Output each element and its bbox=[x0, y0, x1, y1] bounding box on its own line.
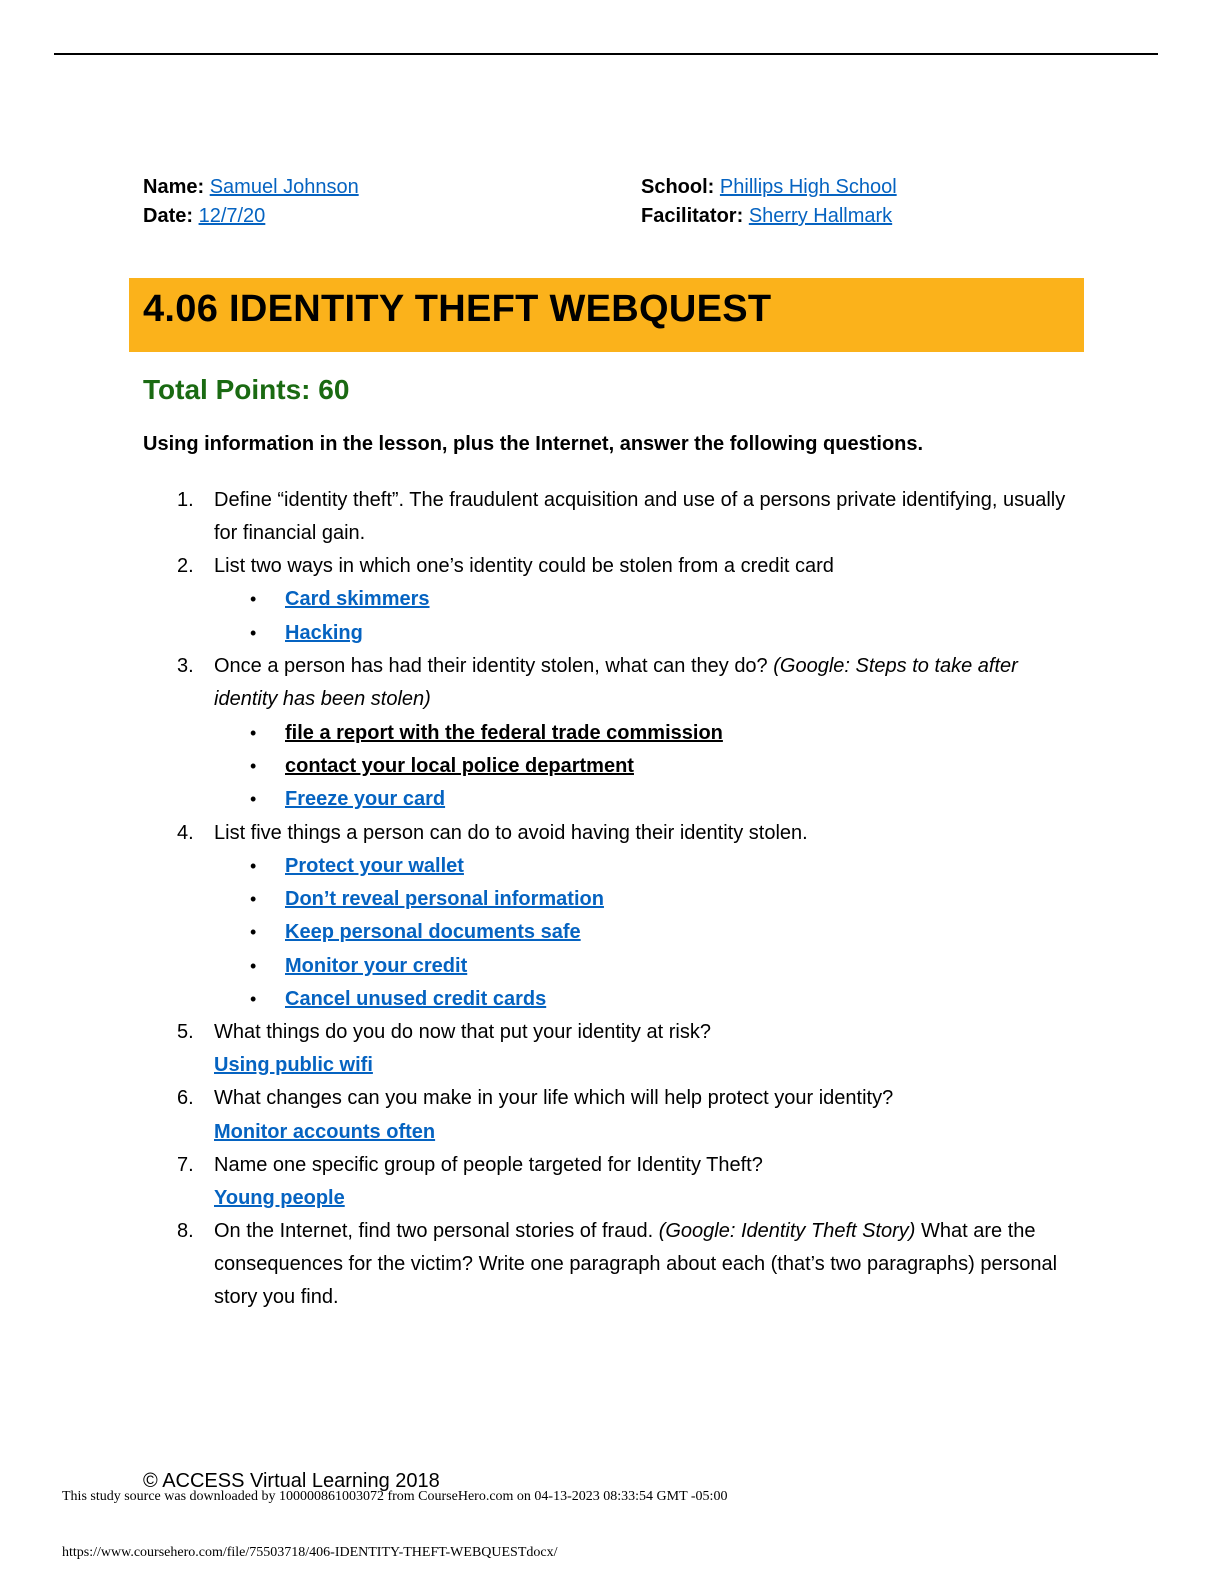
answer-text[interactable]: Cancel unused credit cards bbox=[285, 988, 547, 1010]
answer-line bbox=[214, 1182, 345, 1215]
question-body-cont: What are the consequences for the victim? Write one paragraph about each (that’s two paragraphs) personal story you find. bbox=[214, 1220, 1058, 1308]
top-rule bbox=[54, 53, 1158, 55]
list-item bbox=[250, 783, 445, 816]
list-item bbox=[250, 883, 604, 916]
list-item bbox=[250, 950, 467, 983]
bullet-icon: • bbox=[250, 989, 257, 1009]
name-label: Name: bbox=[143, 176, 205, 198]
school-label: School: bbox=[641, 176, 715, 198]
question-number: 1. bbox=[177, 489, 194, 511]
page-title: 4.06 IDENTITY THEFT WEBQUEST bbox=[143, 288, 772, 330]
answer-text[interactable]: Young people bbox=[214, 1187, 345, 1209]
answer-text[interactable]: Don’t reveal personal information bbox=[285, 888, 604, 910]
question-hint: (Google: Identity Theft Story) bbox=[658, 1220, 916, 1242]
source-watermark: This study source was downloaded by 100000861003072 from CourseHero.com on 04-13-2023 08:33:54 GMT -05:00 bbox=[62, 1489, 728, 1504]
instructions: Using information in the lesson, plus the Internet, answer the following questions. bbox=[143, 433, 924, 455]
question-number: 5. bbox=[177, 1021, 194, 1043]
bullet-icon: • bbox=[250, 756, 257, 776]
list-item bbox=[250, 617, 363, 650]
answer-text[interactable]: Card skimmers bbox=[285, 588, 430, 610]
date-field bbox=[143, 202, 265, 231]
question-text bbox=[214, 650, 1044, 716]
total-points: Total Points: 60 bbox=[143, 374, 350, 405]
list-item bbox=[250, 750, 634, 783]
list-item bbox=[250, 916, 581, 949]
title-banner bbox=[129, 278, 1084, 352]
list-item bbox=[250, 983, 546, 1016]
answer-line bbox=[214, 1049, 373, 1082]
question-number: 6. bbox=[177, 1087, 194, 1109]
question-text: List two ways in which one’s identity could be stolen from a credit card bbox=[214, 555, 834, 577]
name-value[interactable]: Samuel Johnson bbox=[209, 176, 359, 198]
answer-text[interactable]: Hacking bbox=[285, 622, 363, 644]
answer-text[interactable]: Using public wifi bbox=[214, 1054, 373, 1076]
school-value[interactable]: Phillips High School bbox=[719, 176, 897, 198]
facilitator-value[interactable]: Sherry Hallmark bbox=[748, 205, 893, 227]
answer-text[interactable]: Protect your wallet bbox=[285, 855, 464, 877]
question-text: Define “identity theft”. The fraudulent acquisition and use of a persons private identifying, usually for financial gain. bbox=[214, 489, 1066, 544]
school-field bbox=[641, 173, 897, 202]
list-item bbox=[250, 717, 723, 750]
name-field bbox=[143, 173, 359, 202]
question-number: 7. bbox=[177, 1154, 194, 1176]
question-text: List five things a person can do to avoid having their identity stolen. bbox=[214, 822, 808, 844]
question-hint: (Google: Steps to take after identity has been stolen) bbox=[214, 655, 1018, 710]
answer-text[interactable]: Keep personal documents safe bbox=[285, 921, 581, 943]
bullet-icon: • bbox=[250, 856, 257, 876]
answer-text[interactable]: Monitor your credit bbox=[285, 955, 468, 977]
answer-text[interactable]: Monitor accounts often bbox=[214, 1121, 436, 1143]
date-value[interactable]: 12/7/20 bbox=[198, 205, 266, 227]
facilitator-field bbox=[641, 202, 892, 231]
question-number: 3. bbox=[177, 655, 194, 677]
copyright: © ACCESS Virtual Learning 2018 bbox=[143, 1470, 440, 1492]
bullet-icon: • bbox=[250, 589, 257, 609]
question-text: What changes can you make in your life which will help protect your identity? bbox=[214, 1087, 894, 1109]
question-body: Once a person has had their identity stolen, what can they do? bbox=[214, 655, 774, 677]
question-text: Name one specific group of people targeted for Identity Theft? bbox=[214, 1154, 763, 1176]
answer-text[interactable]: Freeze your card bbox=[285, 788, 446, 810]
bullet-icon: • bbox=[250, 789, 257, 809]
answer-line bbox=[214, 1116, 435, 1149]
bullet-icon: • bbox=[250, 723, 257, 743]
bullet-icon: • bbox=[250, 922, 257, 942]
question-text bbox=[214, 1215, 1064, 1314]
question-text: What things do you do now that put your identity at risk? bbox=[214, 1021, 711, 1043]
question-number: 2. bbox=[177, 555, 194, 577]
date-label: Date: bbox=[143, 205, 194, 227]
source-url[interactable]: https://www.coursehero.com/file/75503718/406-IDENTITY-THEFT-WEBQUESTdocx/ bbox=[62, 1545, 558, 1560]
question-number: 8. bbox=[177, 1220, 194, 1242]
list-item bbox=[250, 583, 430, 616]
answer-text: file a report with the federal trade commission bbox=[285, 722, 723, 744]
bullet-icon: • bbox=[250, 956, 257, 976]
list-item bbox=[250, 850, 464, 883]
answer-text: contact your local police department bbox=[285, 755, 634, 777]
question-number: 4. bbox=[177, 822, 194, 844]
bullet-icon: • bbox=[250, 623, 257, 643]
question-body: On the Internet, find two personal stories of fraud. bbox=[214, 1220, 659, 1242]
facilitator-label: Facilitator: bbox=[641, 205, 744, 227]
bullet-icon: • bbox=[250, 889, 257, 909]
